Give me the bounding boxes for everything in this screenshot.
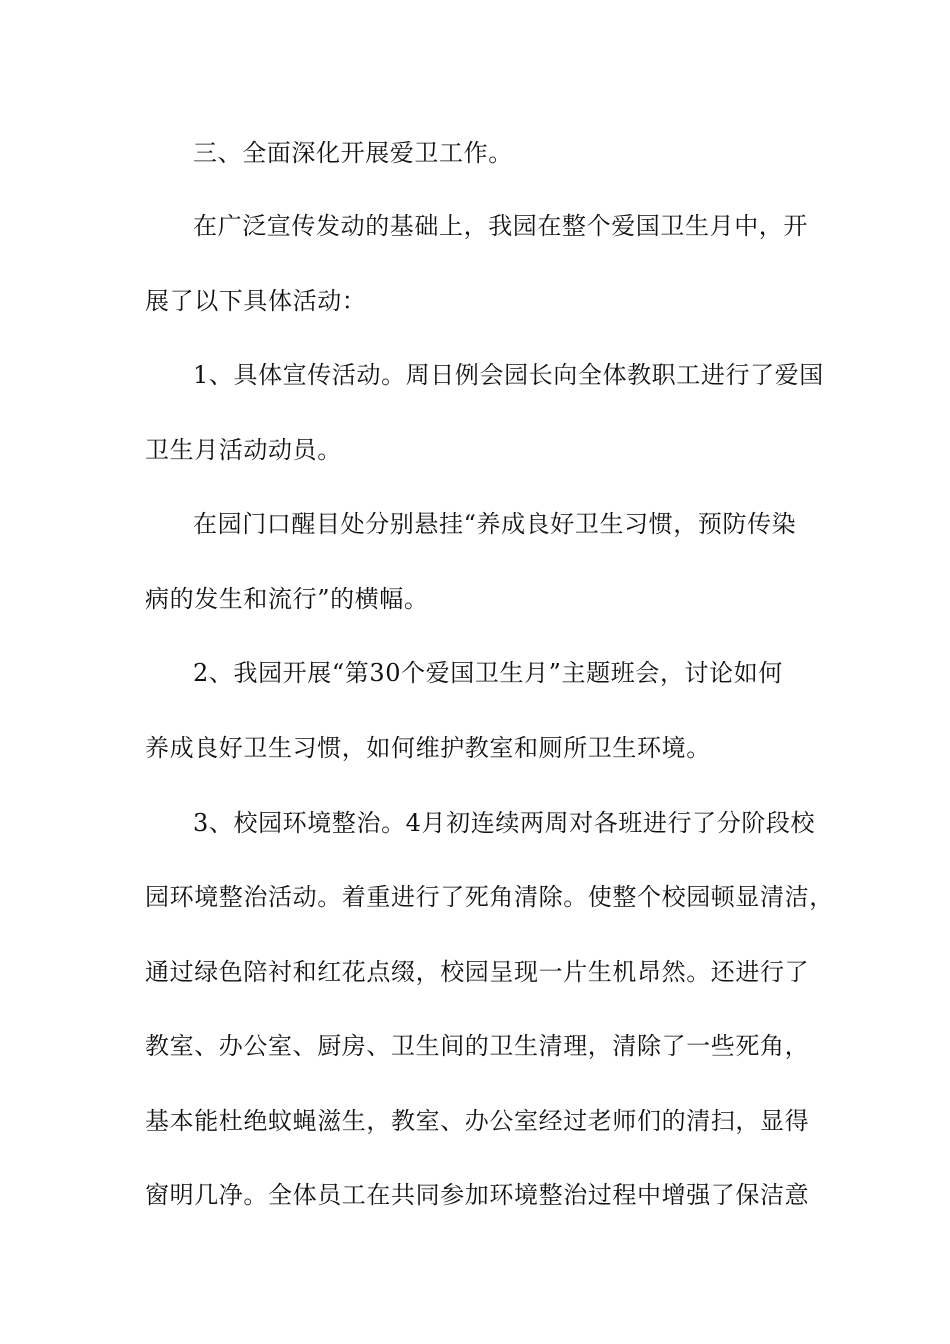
paragraph-line: 卫生月活动动员。: [145, 436, 342, 464]
paragraph-line: 3、校园环境整治。4月初连续两周对各班进行了分阶段校: [193, 809, 816, 837]
paragraph-line: 2、我园开展“第30个爱国卫生月”主题班会，讨论如何: [193, 659, 783, 687]
paragraph-line: 养成良好卫生习惯，如何维护教室和厕所卫生环境。: [145, 734, 711, 762]
paragraph-line: 基本能杜绝蚊蝇滋生，教室、办公室经过老师们的清扫，显得: [145, 1107, 810, 1135]
section-heading: 三、全面深化开展爱卫工作。: [193, 139, 513, 167]
paragraph-line: 通过绿色陪衬和红花点缀，校园呈现一片生机昂然。还进行了: [145, 958, 810, 986]
paragraph-line: 1、具体宣传活动。周日例会园长向全体教职工进行了爱国: [193, 361, 824, 389]
paragraph-line: 教室、办公室、厨房、卫生间的卫生清理，清除了一些死角，: [145, 1032, 810, 1060]
paragraph-line: 在园门口醒目处分别悬挂“养成良好卫生习惯，预防传染: [193, 510, 797, 538]
paragraph-line: 园环境整治活动。着重进行了死角清除。使整个校园顿显清洁，: [145, 883, 834, 911]
paragraph-line: 窗明几净。全体员工在共同参加环境整治过程中增强了保洁意: [145, 1181, 810, 1209]
paragraph-line: 病的发生和流行”的横幅。: [145, 585, 429, 613]
paragraph-line: 展了以下具体活动：: [145, 287, 367, 315]
paragraph-line: 在广泛宣传发动的基础上，我园在整个爱国卫生月中，开: [193, 212, 808, 240]
